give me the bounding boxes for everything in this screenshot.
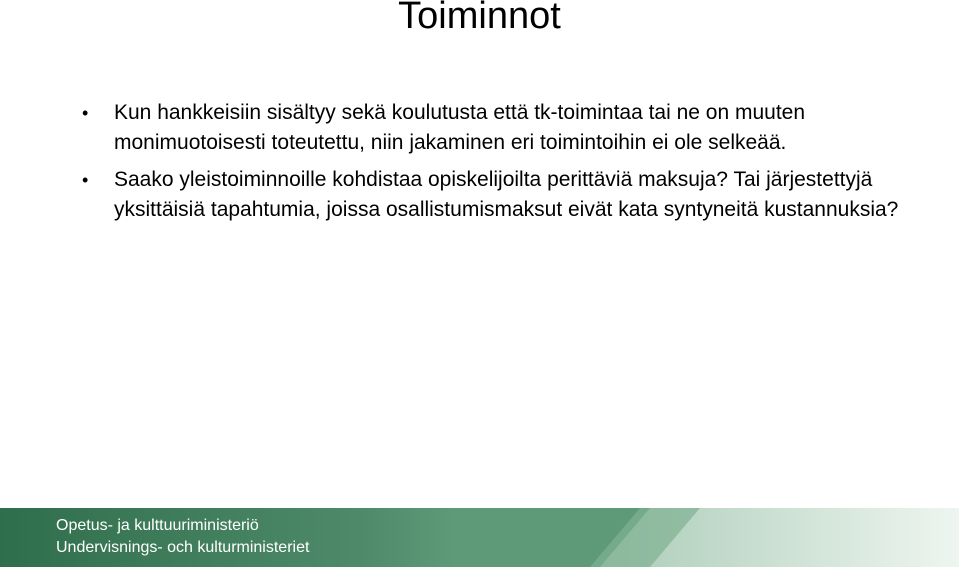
bullet-item [82, 98, 904, 158]
ministry-name-swedish: Undervisnings- och kulturministeriet [56, 539, 310, 556]
bullet-marker: • [82, 103, 89, 123]
ministry-name-finnish: Opetus- ja kulttuuriministeriö [56, 517, 259, 534]
bullet-list [82, 98, 904, 232]
bullet-marker: • [82, 170, 89, 190]
ministry-footer-band [0, 508, 959, 567]
slide-title: Toiminnot [398, 0, 561, 37]
bullet-text: Saako yleistoiminnoille kohdistaa opiskelijoilta perittäviä maksuja? Tai järjestettyjä yksittäisiä tapahtumia, joissa osallistumismaksut eivät kata syntyneitä kustannuksia? [114, 168, 899, 221]
bullet-item [82, 165, 904, 225]
bullet-text: Kun hankkeisiin sisältyy sekä koulutusta että tk-toimintaa tai ne on muuten monimuotoisesti toteutettu, niin jakaminen eri toimintoihin ei ole selkeää. [114, 101, 806, 154]
